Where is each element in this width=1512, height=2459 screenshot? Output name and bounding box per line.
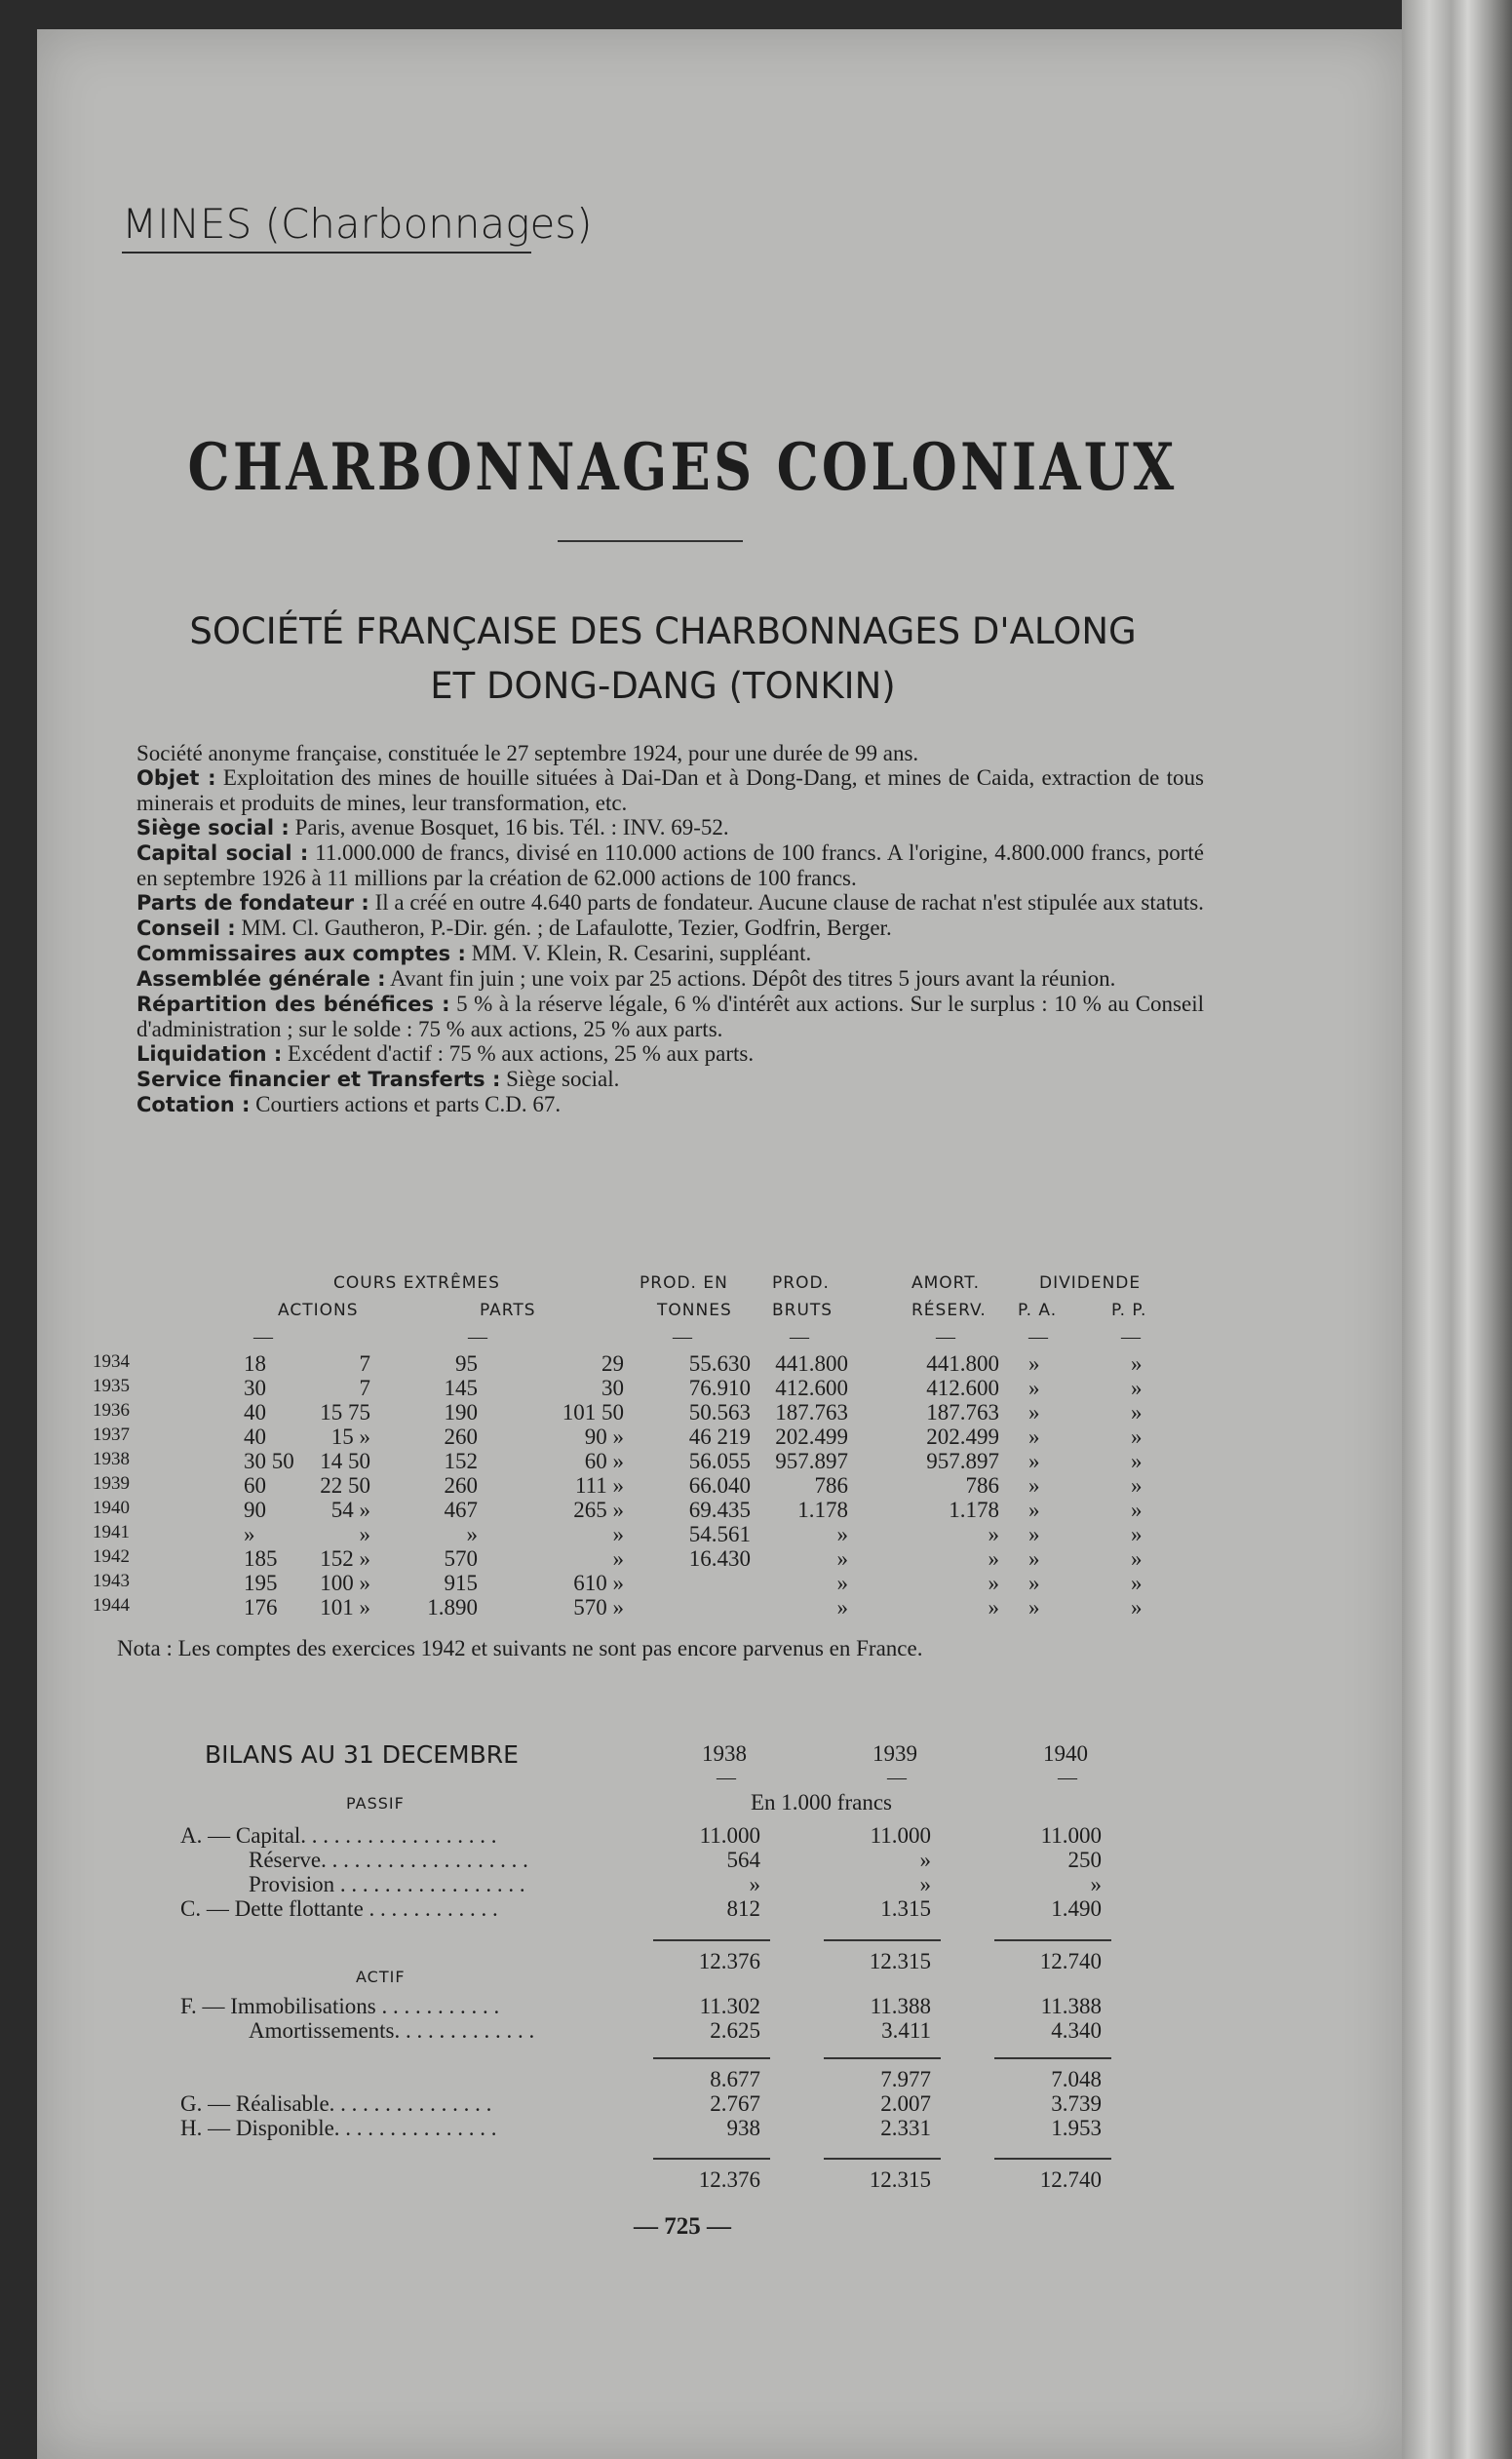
- table-row: [0, 1351, 1365, 1376]
- cell-pa: »: [1028, 1425, 1040, 1449]
- info-label: Cotation :: [136, 1093, 251, 1116]
- info-text: Exploitation des mines de houille situées à Dai-Dan et à Dong-Dang, et mines de Caida, extraction de tous minerais et produits de mines, leur transformation, etc.: [136, 765, 1204, 815]
- cell-a1: 40: [244, 1425, 266, 1449]
- passif-row-value: 1.490: [1051, 1896, 1102, 1921]
- actif-total: 12.315: [869, 2167, 931, 2192]
- cell-pa: »: [1028, 1522, 1040, 1546]
- cell-p1: 190: [444, 1400, 478, 1425]
- info-label: Objet :: [136, 766, 216, 790]
- table-header-amort: AMORT.: [911, 1273, 981, 1293]
- cell-pp: »: [1131, 1546, 1143, 1571]
- header-dash: —: [1028, 1326, 1048, 1347]
- table-header-reserv: RÉSERV.: [911, 1301, 987, 1320]
- passif-row-value: 11.000: [699, 1823, 760, 1848]
- header-dash: —: [936, 1326, 955, 1347]
- table-row: [0, 1571, 1365, 1595]
- actif-row-value: 2.007: [880, 2091, 931, 2116]
- table-row: [0, 1546, 1365, 1571]
- cell-p1: 95: [455, 1351, 478, 1376]
- info-label: Parts de fondateur :: [136, 891, 369, 915]
- passif-row-label: Provision . . . . . . . . . . . . . . . . .: [249, 1872, 525, 1896]
- page-title: CHARBONNAGES COLONIAUX: [187, 429, 1178, 505]
- cell-a2: 7: [359, 1376, 370, 1400]
- table-row: [0, 1595, 1365, 1620]
- cell-pp: »: [1131, 1522, 1143, 1546]
- total-rule: [994, 2158, 1111, 2160]
- year-dash: —: [887, 1767, 907, 1788]
- cell-p1: 260: [444, 1425, 478, 1449]
- company-name-line2: ET DONG-DANG (TONKIN): [430, 665, 896, 707]
- info-label: Assemblée générale :: [136, 967, 386, 991]
- cell-p2: 60 »: [584, 1449, 624, 1473]
- info-paragraph: [136, 765, 1204, 815]
- passif-row-value: »: [919, 1848, 931, 1872]
- info-text: Siège social.: [500, 1067, 620, 1091]
- total-rule: [824, 2158, 941, 2160]
- cell-pa: »: [1028, 1400, 1040, 1425]
- cell-a2: 101 »: [320, 1595, 370, 1620]
- passif-row-value: »: [1090, 1872, 1102, 1896]
- header-dash: —: [1121, 1326, 1141, 1347]
- info-text: Avant fin juin ; une voix par 25 actions. Dépôt des titres 5 jours avant la réunion.: [385, 966, 1116, 991]
- cell-t: 76.910: [688, 1376, 751, 1400]
- actif-row-label: G. — Réalisable. . . . . . . . . . . . . . .: [180, 2091, 492, 2116]
- cell-pp: »: [1131, 1571, 1143, 1595]
- title-divider: [558, 540, 743, 542]
- cell-a1: 30: [244, 1376, 266, 1400]
- cell-pp: »: [1131, 1351, 1143, 1376]
- cell-am: 202.499: [926, 1425, 999, 1449]
- info-text: Il a créé en outre 4.640 parts de fondateur. Aucune clause de rachat n'est stipulée aux statuts.: [368, 890, 1204, 915]
- info-label: Service financier et Transferts :: [136, 1068, 501, 1091]
- header-dash: —: [790, 1326, 809, 1347]
- cell-b: 786: [814, 1473, 848, 1498]
- info-paragraph: [136, 992, 1204, 1041]
- cell-a1: 40: [244, 1400, 266, 1425]
- cell-pp: »: [1131, 1498, 1143, 1522]
- passif-row-value: 11.000: [870, 1823, 931, 1848]
- table-row: [0, 1473, 1365, 1498]
- actif-row-label: H. — Disponible. . . . . . . . . . . . . . .: [180, 2116, 497, 2140]
- cell-p1: 145: [444, 1376, 478, 1400]
- table-row: [0, 1522, 1365, 1546]
- table-header-parts: PARTS: [480, 1301, 536, 1320]
- cell-t: 46 219: [688, 1425, 751, 1449]
- table-header-prod_en: PROD. EN: [640, 1273, 728, 1293]
- year-header: 1938: [702, 1741, 747, 1766]
- passif-row-label: A. — Capital. . . . . . . . . . . . . . . . . .: [180, 1823, 497, 1848]
- year-header: 1939: [872, 1741, 917, 1766]
- actif-row-value: 2.331: [880, 2116, 931, 2140]
- actif-row-value: 2.625: [710, 2018, 760, 2043]
- info-paragraph: [136, 1092, 1204, 1117]
- table-header-prod: PROD.: [772, 1273, 830, 1293]
- table-header-actions: ACTIONS: [278, 1301, 359, 1320]
- passif-row-value: 250: [1067, 1848, 1102, 1872]
- passif-row-value: 1.315: [880, 1896, 931, 1921]
- table-row: [0, 1400, 1365, 1425]
- table-header-cours: COURS EXTRÊMES: [333, 1273, 500, 1293]
- cell-t: 16.430: [688, 1546, 751, 1571]
- actif-row-value: 3.739: [1051, 2091, 1102, 2116]
- passif-total: 12.740: [1039, 1949, 1102, 1973]
- cell-am: 412.600: [926, 1376, 999, 1400]
- cell-pp: »: [1131, 1376, 1143, 1400]
- cell-p1: 467: [444, 1498, 478, 1522]
- cell-p1: »: [466, 1522, 478, 1546]
- cell-t: 56.055: [688, 1449, 751, 1473]
- total-rule: [653, 1939, 770, 1941]
- actif-subtotal: 7.977: [880, 2067, 931, 2091]
- cell-pp: »: [1131, 1595, 1143, 1620]
- cell-pp: »: [1131, 1449, 1143, 1473]
- actif-row-value: 11.302: [699, 1994, 760, 2018]
- cell-p2: 101 50: [562, 1400, 624, 1425]
- cell-a1: 60: [244, 1473, 266, 1498]
- info-text: MM. V. Klein, R. Cesarini, suppléant.: [465, 941, 812, 965]
- table-header-dividende: DIVIDENDE: [1039, 1273, 1142, 1293]
- actif-row-value: 4.340: [1051, 2018, 1102, 2043]
- actif-row-label: Amortissements. . . . . . . . . . . . .: [249, 2018, 535, 2043]
- cell-am: »: [988, 1522, 999, 1546]
- cell-year: 1935: [93, 1376, 130, 1396]
- passif-row-value: 564: [726, 1848, 760, 1872]
- table-header-pp: P. P.: [1111, 1301, 1147, 1320]
- cell-b: 187.763: [775, 1400, 848, 1425]
- info-paragraph: [136, 741, 1204, 765]
- cell-a1: 18: [244, 1351, 266, 1376]
- passif-row-label: Réserve. . . . . . . . . . . . . . . . . . .: [249, 1848, 528, 1872]
- cell-p2: 111 »: [574, 1473, 624, 1498]
- cell-pa: »: [1028, 1546, 1040, 1571]
- cell-a2: 15 75: [320, 1400, 370, 1425]
- cell-p1: 915: [444, 1571, 478, 1595]
- cell-b: 1.178: [797, 1498, 848, 1522]
- cell-year: 1934: [93, 1351, 130, 1372]
- actif-row-value: 11.388: [870, 1994, 931, 2018]
- year-header: 1940: [1043, 1741, 1088, 1766]
- actif-total: 12.740: [1039, 2167, 1102, 2192]
- header-dash: —: [468, 1326, 487, 1347]
- info-paragraph: [136, 1067, 1204, 1092]
- cell-t: 69.435: [688, 1498, 751, 1522]
- cell-p2: »: [612, 1522, 624, 1546]
- cell-t: 66.040: [688, 1473, 751, 1498]
- cell-p1: 260: [444, 1473, 478, 1498]
- actif-total: 12.376: [698, 2167, 760, 2192]
- actif-row-value: 2.767: [710, 2091, 760, 2116]
- passif-row-label: C. — Dette flottante . . . . . . . . . . . .: [180, 1896, 498, 1921]
- cell-p2: 30: [601, 1376, 624, 1400]
- cell-pa: »: [1028, 1449, 1040, 1473]
- info-label: Capital social :: [136, 841, 309, 865]
- cell-p2: 570 »: [573, 1595, 624, 1620]
- table-header-tonnes: TONNES: [657, 1301, 732, 1320]
- passif-row-value: »: [919, 1872, 931, 1896]
- cell-p1: 570: [444, 1546, 478, 1571]
- cell-pp: »: [1131, 1400, 1143, 1425]
- cell-year: 1938: [93, 1449, 130, 1469]
- cell-a1: »: [244, 1522, 255, 1546]
- cell-am: 786: [965, 1473, 999, 1498]
- cell-year: 1940: [93, 1498, 130, 1518]
- cell-p2: »: [612, 1546, 624, 1571]
- table-row: [0, 1449, 1365, 1473]
- cell-year: 1942: [93, 1546, 130, 1567]
- cell-year: 1944: [93, 1595, 130, 1616]
- cell-am: 441.800: [926, 1351, 999, 1376]
- info-paragraph: [136, 1041, 1204, 1067]
- cell-a2: 14 50: [320, 1449, 370, 1473]
- cell-p2: 90 »: [584, 1425, 624, 1449]
- cell-p1: 1.890: [427, 1595, 478, 1620]
- info-paragraph: [136, 840, 1204, 890]
- passif-label: PASSIF: [346, 1794, 405, 1813]
- actif-subtotal: 7.048: [1051, 2067, 1102, 2091]
- header-dash: —: [253, 1326, 273, 1347]
- actif-row-value: 938: [726, 2116, 760, 2140]
- info-paragraph: [136, 815, 1204, 840]
- info-label: Répartition des bénéfices :: [136, 993, 450, 1016]
- actif-row-label: F. — Immobilisations . . . . . . . . . . .: [180, 1994, 500, 2018]
- cell-am: 957.897: [926, 1449, 999, 1473]
- actif-label: ACTIF: [356, 1968, 406, 1986]
- page-number: — 725 —: [634, 2213, 731, 2240]
- info-text: 5 % à la réserve légale, 6 % d'intérêt aux actions. Sur le surplus : 10 % au Conseil d'administration ; sur le solde : 75 % aux actions, 25 % aux parts.: [136, 992, 1204, 1041]
- info-text: Courtiers actions et parts C.D. 67.: [250, 1092, 562, 1116]
- cell-b: 441.800: [775, 1351, 848, 1376]
- cell-p2: 29: [601, 1351, 624, 1376]
- cell-a2: 152 »: [320, 1546, 370, 1571]
- info-label: Commissaires aux comptes :: [136, 942, 466, 965]
- cell-b: »: [836, 1546, 848, 1571]
- cell-a2: 100 »: [320, 1571, 370, 1595]
- section-heading: MINES (Charbonnages): [122, 200, 531, 254]
- passif-total: 12.315: [869, 1949, 931, 1973]
- cell-am: 187.763: [926, 1400, 999, 1425]
- cell-pa: »: [1028, 1351, 1040, 1376]
- cell-year: 1936: [93, 1400, 130, 1421]
- info-text: Excédent d'actif : 75 % aux actions, 25 % aux parts.: [282, 1041, 755, 1066]
- info-paragraph: [136, 966, 1204, 992]
- company-name: [136, 605, 1189, 714]
- info-label: Conseil :: [136, 917, 236, 940]
- cell-pp: »: [1131, 1473, 1143, 1498]
- cell-t: 50.563: [688, 1400, 751, 1425]
- cell-b: »: [836, 1571, 848, 1595]
- total-rule: [994, 1939, 1111, 1941]
- actif-row-value: 3.411: [881, 2018, 931, 2043]
- info-paragraph: [136, 941, 1204, 966]
- cell-pa: »: [1028, 1498, 1040, 1522]
- cell-a2: »: [359, 1522, 370, 1546]
- table-header-bruts: BRUTS: [772, 1301, 834, 1320]
- actif-row-value: 1.953: [1051, 2116, 1102, 2140]
- cell-year: 1943: [93, 1571, 130, 1591]
- year-dash: —: [1058, 1767, 1077, 1788]
- passif-row-value: 812: [726, 1896, 760, 1921]
- actif-subtotal: 8.677: [710, 2067, 760, 2091]
- total-rule: [824, 2057, 941, 2059]
- cell-a2: 54 »: [330, 1498, 370, 1522]
- cell-t: 55.630: [688, 1351, 751, 1376]
- cell-p2: 265 »: [573, 1498, 624, 1522]
- note: Nota : Les comptes des exercices 1942 et suivants ne sont pas encore parvenus en France.: [117, 1636, 923, 1660]
- passif-row-value: 11.000: [1040, 1823, 1102, 1848]
- cell-pa: »: [1028, 1376, 1040, 1400]
- cell-year: 1941: [93, 1522, 130, 1542]
- table-header-pa: P. A.: [1018, 1301, 1058, 1320]
- info-label: Siège social :: [136, 816, 290, 839]
- info-paragraph: [136, 916, 1204, 941]
- total-rule: [653, 2057, 770, 2059]
- cell-a2: 7: [359, 1351, 370, 1376]
- cell-am: 1.178: [949, 1498, 999, 1522]
- bilans-title: BILANS AU 31 DECEMBRE: [205, 1740, 519, 1769]
- table-row: [0, 1498, 1365, 1522]
- total-rule: [994, 2057, 1111, 2059]
- cell-b: 957.897: [775, 1449, 848, 1473]
- actif-row-value: 11.388: [1040, 1994, 1102, 2018]
- cell-a1: 176: [244, 1595, 278, 1620]
- cell-b: 412.600: [775, 1376, 848, 1400]
- cell-a1: 185: [244, 1546, 278, 1571]
- passif-row-value: »: [749, 1872, 760, 1896]
- cell-am: »: [988, 1571, 999, 1595]
- cell-year: 1939: [93, 1473, 130, 1494]
- unit-label: En 1.000 francs: [751, 1790, 892, 1815]
- cell-pa: »: [1028, 1571, 1040, 1595]
- cell-pp: »: [1131, 1425, 1143, 1449]
- cell-pa: »: [1028, 1473, 1040, 1498]
- cell-a1: 195: [244, 1571, 278, 1595]
- cell-b: »: [836, 1595, 848, 1620]
- company-name-line1: SOCIÉTÉ FRANÇAISE DES CHARBONNAGES D'ALONG: [189, 610, 1137, 652]
- cell-a2: 15 »: [330, 1425, 370, 1449]
- info-text: 11.000.000 de francs, divisé en 110.000 actions de 100 francs. A l'origine, 4.800.000 francs, porté en septembre 1926 à 11 millions par la création de 62.000 actions de 100 francs.: [136, 840, 1205, 890]
- cell-a1: 90: [244, 1498, 266, 1522]
- cell-p1: 152: [444, 1449, 478, 1473]
- cell-a1: 30 50: [244, 1449, 294, 1473]
- total-rule: [653, 2158, 770, 2160]
- passif-total: 12.376: [698, 1949, 760, 1973]
- company-info: [136, 741, 1204, 1117]
- info-text: MM. Cl. Gautheron, P.-Dir. gén. ; de Lafaulotte, Tezier, Godfrin, Berger.: [235, 916, 892, 940]
- cell-b: »: [836, 1522, 848, 1546]
- cell-b: 202.499: [775, 1425, 848, 1449]
- cell-am: »: [988, 1595, 999, 1620]
- info-paragraph: [136, 890, 1204, 916]
- cell-pa: »: [1028, 1595, 1040, 1620]
- info-text: Paris, avenue Bosquet, 16 bis. Tél. : INV. 69-52.: [289, 815, 729, 839]
- info-text: Société anonyme française, constituée le 27 septembre 1924, pour une durée de 99 ans.: [136, 741, 919, 765]
- cell-am: »: [988, 1546, 999, 1571]
- cell-p2: 610 »: [573, 1571, 624, 1595]
- year-dash: —: [717, 1767, 736, 1788]
- header-dash: —: [673, 1326, 692, 1347]
- table-row: [0, 1425, 1365, 1449]
- total-rule: [824, 1939, 941, 1941]
- table-row: [0, 1376, 1365, 1400]
- cell-year: 1937: [93, 1425, 130, 1445]
- info-label: Liquidation :: [136, 1042, 283, 1066]
- cell-t: 54.561: [688, 1522, 751, 1546]
- cell-a2: 22 50: [320, 1473, 370, 1498]
